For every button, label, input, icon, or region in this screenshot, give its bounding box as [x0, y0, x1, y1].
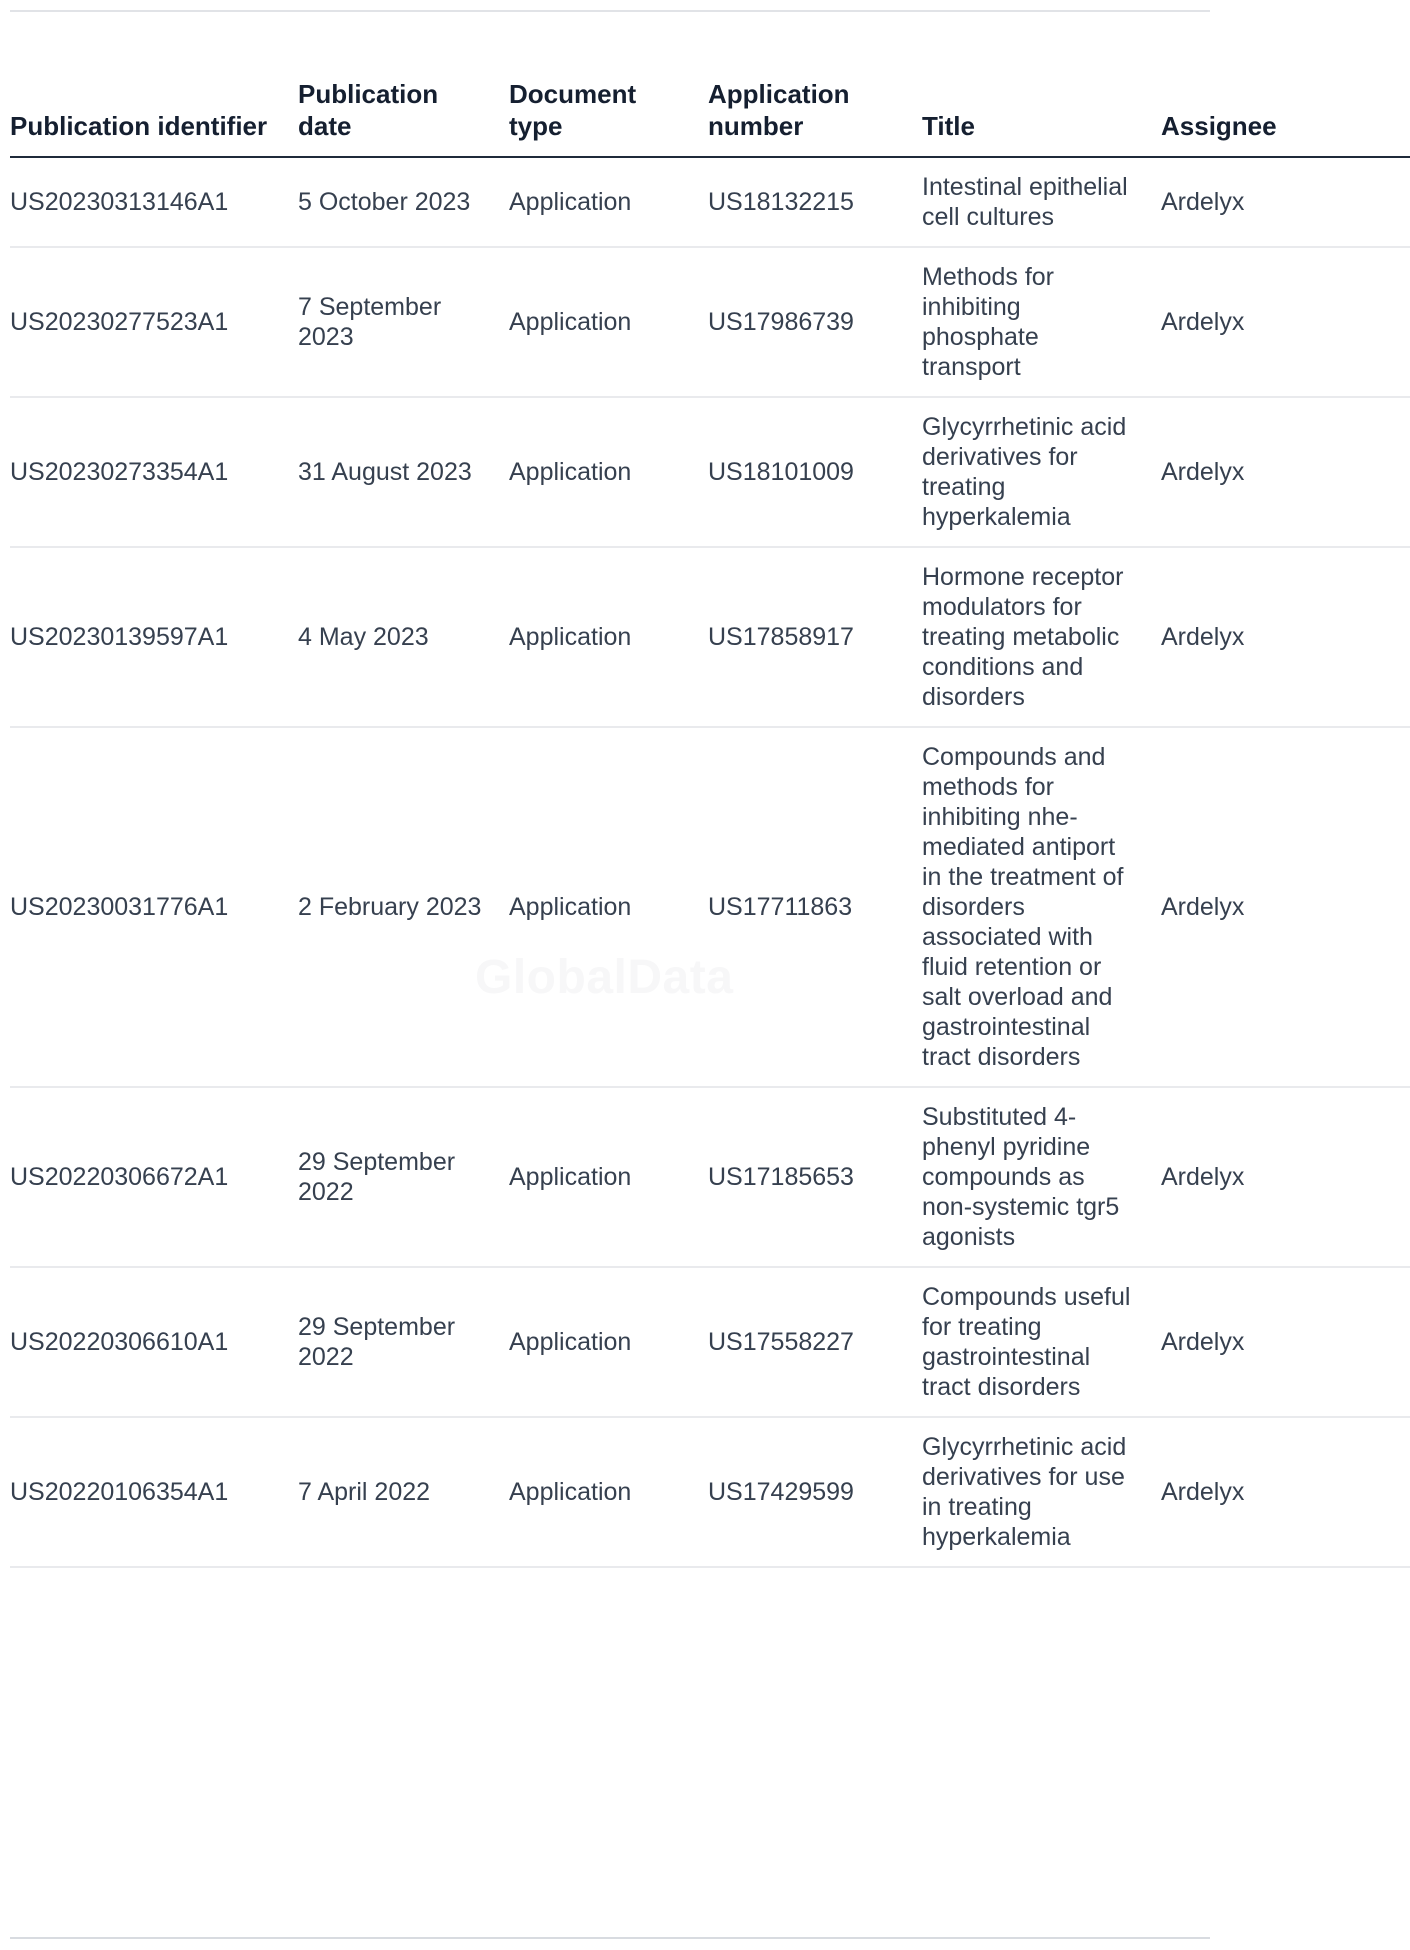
table-row [10, 1417, 1410, 1567]
cell-publication-date: 31 August 2023 [298, 397, 509, 547]
cell-title: Compounds and methods for inhibiting nhe-mediated antiport in the treatment of disorders associated with fluid retention or salt overload and gastrointestinal tract disorders [922, 727, 1161, 1087]
header-application-number: Application number [708, 12, 922, 157]
cell-document-type: Application [509, 1087, 708, 1267]
cell-publication-date: 4 May 2023 [298, 547, 509, 727]
header-publication-identifier: Publication identifier [10, 12, 298, 157]
cell-publication-identifier: US20230277523A1 [10, 247, 298, 397]
table-row [10, 397, 1410, 547]
cell-publication-identifier: US20230313146A1 [10, 157, 298, 247]
cell-title: Glycyrrhetinic acid derivatives for treating hyperkalemia [922, 397, 1161, 547]
cell-application-number: US17429599 [708, 1417, 922, 1567]
cell-assignee: Ardelyx [1161, 1417, 1410, 1567]
cell-publication-date: 7 April 2022 [298, 1417, 509, 1567]
cell-assignee: Ardelyx [1161, 247, 1410, 397]
cell-document-type: Application [509, 157, 708, 247]
cell-publication-date: 2 February 2023 [298, 727, 509, 1087]
cell-application-number: US17711863 [708, 727, 922, 1087]
header-publication-date: Publication date [298, 12, 509, 157]
cell-publication-identifier: US20220106354A1 [10, 1417, 298, 1567]
cell-application-number: US17858917 [708, 547, 922, 727]
cell-document-type: Application [509, 247, 708, 397]
table-viewport [10, 12, 1277, 1942]
cell-assignee: Ardelyx [1161, 1087, 1410, 1267]
table-bottom-rule [10, 1937, 1210, 1939]
cell-assignee: Ardelyx [1161, 1267, 1410, 1417]
cell-title: Glycyrrhetinic acid derivatives for use in treating hyperkalemia [922, 1417, 1161, 1567]
patent-table [10, 12, 1410, 1568]
cell-publication-identifier: US20230031776A1 [10, 727, 298, 1087]
table-header [10, 12, 1410, 157]
table-row [10, 1087, 1410, 1267]
cell-application-number: US17185653 [708, 1087, 922, 1267]
cell-title: Methods for inhibiting phosphate transport [922, 247, 1161, 397]
table-row [10, 547, 1410, 727]
cell-publication-date: 29 September 2022 [298, 1267, 509, 1417]
cell-application-number: US17986739 [708, 247, 922, 397]
cell-assignee: Ardelyx [1161, 397, 1410, 547]
cell-publication-date: 7 September 2023 [298, 247, 509, 397]
table-row [10, 727, 1410, 1087]
cell-publication-date: 5 October 2023 [298, 157, 509, 247]
header-title: Title [922, 12, 1161, 157]
cell-assignee: Ardelyx [1161, 157, 1410, 247]
cell-assignee: Ardelyx [1161, 547, 1410, 727]
cell-document-type: Application [509, 547, 708, 727]
cell-title: Substituted 4-phenyl pyridine compounds as non-systemic tgr5 agonists [922, 1087, 1161, 1267]
header-document-type: Document type [509, 12, 708, 157]
cell-document-type: Application [509, 1417, 708, 1567]
cell-publication-identifier: US20220306610A1 [10, 1267, 298, 1417]
watermark: GlobalData [475, 951, 734, 1004]
table-row [10, 157, 1410, 247]
cell-application-number: US18101009 [708, 397, 922, 547]
cell-document-type: Application [509, 397, 708, 547]
cell-publication-identifier: US20230273354A1 [10, 397, 298, 547]
cell-application-number: US17558227 [708, 1267, 922, 1417]
cell-publication-date: 29 September 2022 [298, 1087, 509, 1267]
table-row [10, 1267, 1410, 1417]
cell-document-type: Application [509, 1267, 708, 1417]
cell-assignee: Ardelyx [1161, 727, 1410, 1087]
header-row [10, 12, 1410, 157]
table-body [10, 157, 1410, 1567]
table-row [10, 247, 1410, 397]
cell-title: Hormone receptor modulators for treating metabolic conditions and disorders [922, 547, 1161, 727]
cell-document-type: Application [509, 727, 708, 1087]
header-assignee: Assignee [1161, 12, 1410, 157]
cell-application-number: US18132215 [708, 157, 922, 247]
cell-publication-identifier: US20220306672A1 [10, 1087, 298, 1267]
cell-title: Compounds useful for treating gastrointestinal tract disorders [922, 1267, 1161, 1417]
cell-publication-identifier: US20230139597A1 [10, 547, 298, 727]
cell-title: Intestinal epithelial cell cultures [922, 157, 1161, 247]
